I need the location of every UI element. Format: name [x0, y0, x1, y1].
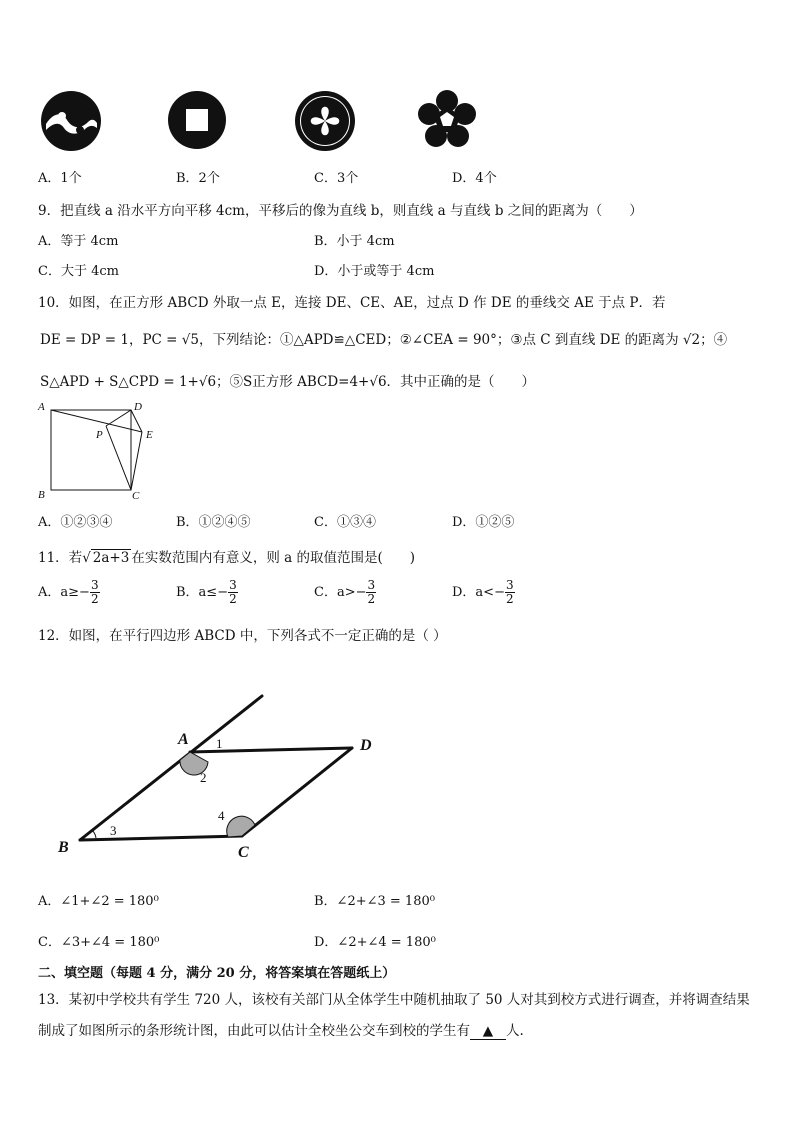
q13-stem-line1: 13．某初中学校共有学生 720 人，该校有关部门从全体学生中随机抽取了 50 人对其到校方式进行调查，并将调查结果 — [38, 992, 750, 1008]
q11-stem-pre: 11．若 — [38, 550, 83, 566]
q10-option-b[interactable]: B．①②④⑤ — [176, 515, 251, 530]
q10-label-d: D — [134, 401, 142, 413]
q12-option-b[interactable]: B．∠2+∠3 = 180⁰ — [314, 894, 435, 909]
q10-label-b: B — [38, 489, 45, 501]
q11-stem-post: 在实数范围内有意义，则 a 的取值范围是( ) — [131, 550, 416, 566]
q12-label-a: A — [178, 731, 189, 748]
q12-angle-1: 1 — [216, 736, 223, 751]
q12-option-c[interactable]: C．∠3+∠4 = 180⁰ — [38, 935, 160, 950]
q9-option-d[interactable]: D．小于或等于 4cm — [314, 264, 435, 279]
q12-angle-3: 3 — [110, 823, 117, 838]
q10-stem-line2: DE = DP = 1，PC = √5，下列结论：①△APD≌△CED；②∠CEA = 90°；③点 C 到直线 DE 的距离为 √2；④ — [40, 332, 728, 348]
q9-option-c[interactable]: C．大于 4cm — [38, 264, 119, 279]
q11-radicand: 2a+3 — [92, 550, 130, 566]
q10-option-c[interactable]: C．①③④ — [314, 515, 376, 530]
q8-option-a[interactable]: A．1个 — [38, 171, 82, 186]
q10-label-p: P — [96, 429, 103, 441]
q10-label-e: E — [146, 429, 153, 441]
q12-angle-4: 4 — [218, 808, 225, 823]
q12-angle-2: 2 — [200, 770, 207, 785]
q9-stem: 9．把直线 a 沿水平方向平移 4cm，平移后的像为直线 b，则直线 a 与直线 b 之间的距离为（ ） — [38, 203, 643, 219]
q10-option-a[interactable]: A．①②③④ — [38, 515, 113, 530]
q12-label-c: C — [238, 844, 249, 860]
q10-label-c: C — [132, 490, 140, 502]
section-heading: 二、填空题（每题 4 分，满分 20 分，将答案填在答题纸上） — [38, 966, 396, 981]
q10-stem-line3: S△APD + S△CPD = 1+√6；⑤S正方形 ABCD=4+√6．其中正确的是（ ） — [40, 374, 536, 390]
q9-option-b[interactable]: B．小于 4cm — [314, 234, 395, 249]
q10-option-d[interactable]: D．①②⑤ — [452, 515, 515, 530]
q11-stem: 11．若√ 2a+3 在实数范围内有意义，则 a 的取值范围是( ) — [38, 550, 416, 566]
q11-option-a[interactable]: A．a≥− $\frac{3}{2}$ — [38, 578, 99, 606]
q13-stem-line2: 制成了如图所示的条形统计图，由此可以估计全校坐公交车到校的学生有 ▲ 人. — [38, 1023, 524, 1039]
q8-option-b[interactable]: B．2个 — [176, 171, 220, 186]
q12-label-b: B — [58, 839, 69, 856]
q11-option-b[interactable]: B．a≤− $\frac{3}{2}$ — [176, 578, 237, 606]
q12-parallelogram-figure — [50, 690, 390, 860]
q10-stem-line1: 10．如图，在正方形 ABCD 外取一点 E，连接 DE、CE、AE，过点 D 作 DE 的垂线交 AE 于点 P．若 — [38, 295, 666, 311]
four-petal-circle-icon — [294, 90, 356, 152]
q11-option-d[interactable]: D．a<− $\frac{3}{2}$ — [452, 578, 514, 606]
q10-label-a: A — [38, 401, 45, 413]
q11-option-c[interactable]: C．a>− $\frac{3}{2}$ — [314, 578, 376, 606]
q10-square-figure — [34, 398, 164, 502]
q12-stem: 12．如图，在平行四边形 ABCD 中，下列各式不一定正确的是（ ） — [38, 628, 447, 644]
pentagon-flower-icon — [418, 90, 476, 148]
q12-option-a[interactable]: A．∠1+∠2 = 180⁰ — [38, 894, 159, 909]
q9-option-a[interactable]: A．等于 4cm — [38, 234, 119, 249]
q8-option-d[interactable]: D．4个 — [452, 171, 497, 186]
square-hole-coin-icon — [167, 90, 227, 150]
answer-blank[interactable]: ▲ — [470, 1023, 506, 1040]
yin-yang-wave-icon — [40, 90, 102, 152]
q12-label-d: D — [360, 737, 372, 754]
q8-option-c[interactable]: C．3个 — [314, 171, 359, 186]
q12-option-d[interactable]: D．∠2+∠4 = 180⁰ — [314, 935, 436, 950]
